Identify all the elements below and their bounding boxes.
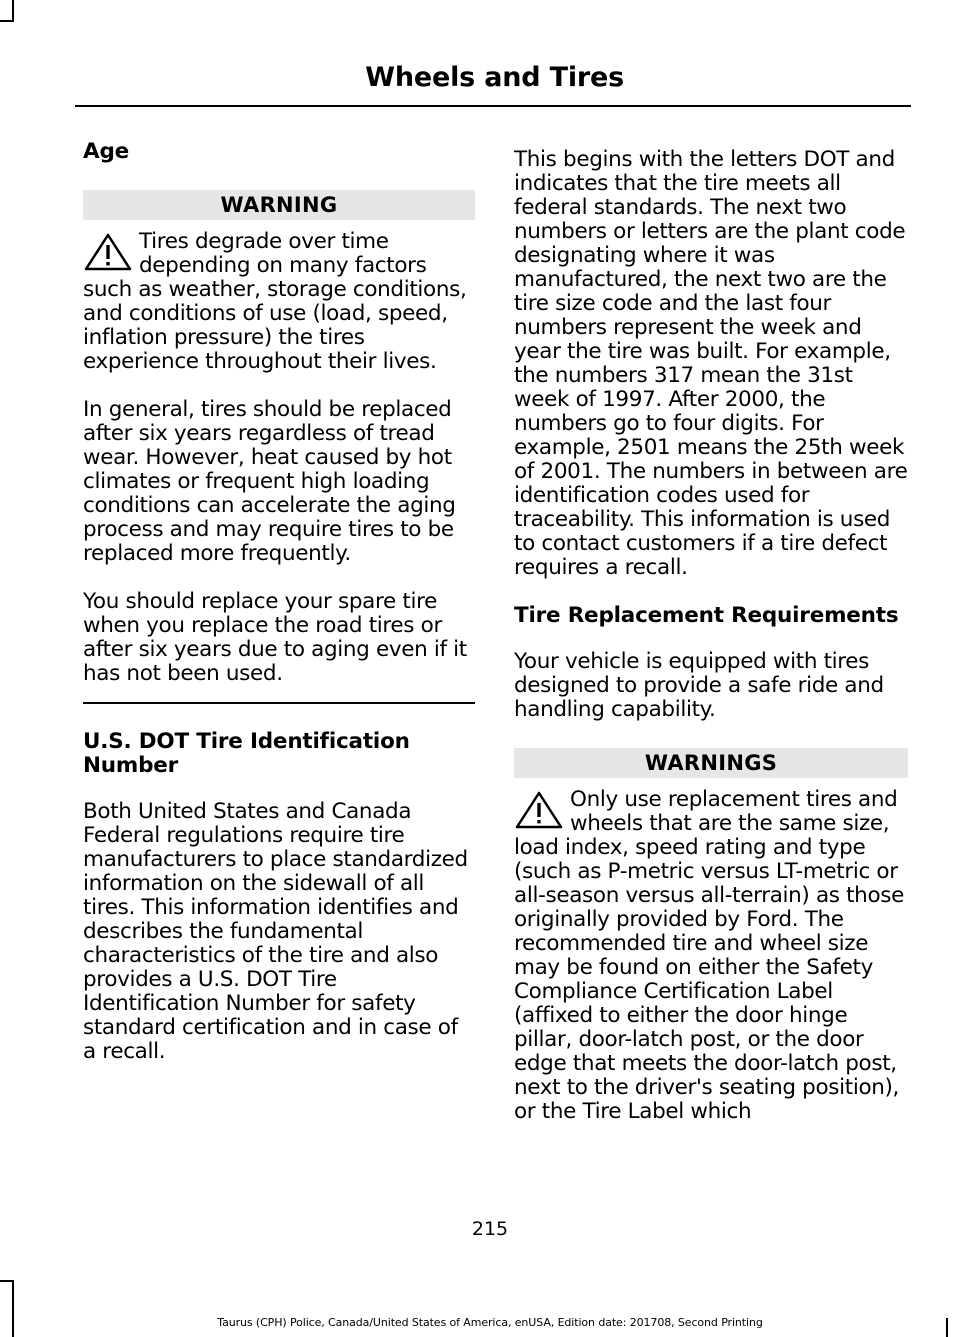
footer-edition-line: Taurus (CPH) Police, Canada/United States of America, enUSA, Edition date: 201708, Second Printing	[217, 1316, 763, 1329]
warning-block	[83, 230, 475, 374]
dot-heading: U.S. DOT Tire Identification Number	[83, 729, 410, 778]
right-column	[514, 148, 908, 1148]
crop-mark-bottom-left-h	[0, 1280, 14, 1282]
warning-triangle-icon	[514, 790, 564, 830]
replacement-heading: Tire Replacement Requirements	[514, 603, 899, 628]
warning-label: WARNING	[83, 190, 475, 220]
section-divider	[83, 702, 475, 704]
crop-mark-top-left	[12, 0, 14, 22]
warnings-label: WARNINGS	[514, 748, 908, 778]
header-rule	[75, 105, 911, 107]
dot-code-paragraph: This begins with the letters DOT and indicates that the tire meets all federal standards. The next two numbers or letters are the plant code designating where it was manufactured, the next two are the tire size code and the last four numbers represent the week and year the tire was built. For example, the numbers 317 mean the 31st week of 1997. After 2000, the numbers go to four digits. For example, 2501 means the 25th week of 2001. The numbers in between are identification codes used for traceability. This information is used to contact customers if a tire defect requires a recall.	[514, 147, 908, 580]
dot-paragraph: Both United States and Canada Federal regulations require tire manufacturers to place standardized information on the sidewall of all tires. This information identifies and describes the fundamental characteristics of the tire and also provides a U.S. DOT Tire Identification Number for safety standard certification and in case of a recall.	[83, 799, 468, 1064]
age-heading: Age	[83, 139, 130, 164]
warning-triangle-icon	[83, 232, 133, 272]
replacement-paragraph: Your vehicle is equipped with tires designed to provide a safe ride and handling capability.	[514, 649, 884, 722]
warnings-text: Only use replacement tires and wheels that are the same size, load index, speed rating and type (such as P-metric versus LT-metric or all-season versus all-terrain) as those originally provided by Ford. The recommended tire and wheel size may be found on either the Safety Compliance Certification Label (affixed to either the door hinge pillar, door-latch post, or the door edge that meets the door-latch post, next to the driver's seating position), or the Tire Label which	[514, 787, 904, 1124]
warning-text: Tires degrade over time depending on many factors such as weather, storage conditions, and conditions of use (load, speed, inflation pressure) the tires experience throughout their lives.	[83, 229, 467, 374]
warnings-block	[514, 788, 908, 1124]
spare-tire-paragraph: You should replace your spare tire when you replace the road tires or after six years due to aging even if it has not been used.	[83, 589, 467, 686]
page-number: 215	[471, 1218, 509, 1240]
page-header-title: Wheels and Tires	[365, 62, 624, 93]
crop-mark-top-left-h	[0, 20, 14, 22]
aging-paragraph: In general, tires should be replaced after six years regardless of tread wear. However, heat caused by hot climates or frequent high loading conditions can accelerate the aging process and may require tires to be replaced more frequently.	[83, 397, 456, 566]
left-column	[83, 140, 475, 1088]
